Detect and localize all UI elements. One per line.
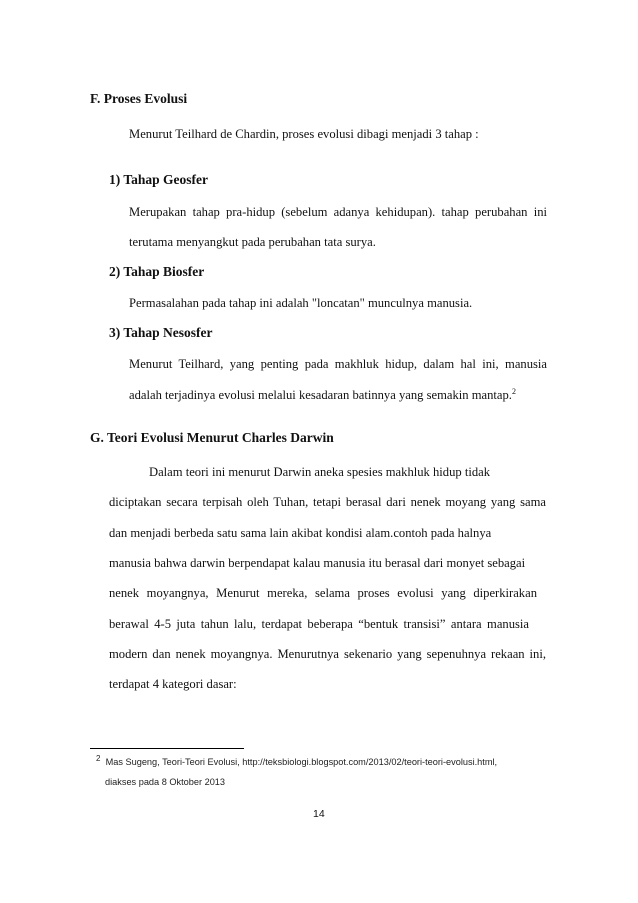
darwin-line-5: nenek moyangnya, Menurut mereka, selama proses evolusi yang diperkirakan [109, 586, 537, 600]
intro-text: Menurut Teilhard de Chardin, proses evolusi dibagi menjadi 3 tahap : [129, 127, 479, 141]
heading-proses-evolusi: F. Proses Evolusi [90, 91, 188, 106]
darwin-line-7: modern dan nenek moyangnya. Menurutnya sekenario yang sepenuhnya rekaan ini, [109, 647, 546, 661]
page-number: 14 [313, 808, 325, 820]
darwin-line-3: dan menjadi berbeda satu sama lain akibat kondisi alam.contoh pada halnya [109, 526, 492, 540]
footnote-line-1: $^2$ Mas Sugeng, Teori-Teori Evolusi, http://teksbiologi.blogspot.com/2013/02/teori-teori-evolusi.html, [96, 753, 498, 767]
stage-text-geosfer-line1: Merupakan tahap pra-hidup (sebelum adanya kehidupan). tahap perubahan ini [129, 205, 547, 219]
darwin-line-8: terdapat 4 kategori dasar: [109, 677, 237, 691]
darwin-line-2: diciptakan secara terpisah oleh Tuhan, tetapi berasal dari nenek moyang yang sama [109, 495, 546, 509]
stage-text-nesosfer-line1: Menurut Teilhard, yang penting pada makhluk hidup, dalam hal ini, manusia [129, 357, 547, 371]
footnote-ref: 2 [511, 386, 516, 396]
footnote-number: 2 [96, 753, 101, 763]
stage-title-biosfer: 2) Tahap Biosfer [109, 264, 205, 279]
footnote-separator [90, 748, 244, 749]
stage-text-nesosfer-line2: adalah terjadinya evolusi melalui kesadaran batinnya yang semakin mantap.$^2$ [129, 386, 516, 402]
darwin-line-6: berawal 4-5 juta tahun lalu, terdapat beberapa “bentuk transisi” antara manusia [109, 617, 529, 631]
stage-text-biosfer: Permasalahan pada tahap ini adalah "loncatan" munculnya manusia. [129, 296, 473, 310]
footnote-line-2: diakses pada 8 Oktober 2013 [105, 777, 226, 787]
heading-teori-darwin: G. Teori Evolusi Menurut Charles Darwin [90, 430, 334, 445]
stage-title-geosfer: 1) Tahap Geosfer [109, 172, 209, 187]
stage-title-nesosfer: 3) Tahap Nesosfer [109, 325, 213, 340]
stage-text-geosfer-line2: terutama menyangkut pada perubahan tata surya. [129, 235, 376, 249]
darwin-line-4: manusia bahwa darwin berpendapat kalau manusia itu berasal dari monyet sebagai [109, 556, 526, 570]
darwin-line-1: Dalam teori ini menurut Darwin aneka spesies makhluk hidup tidak [149, 465, 490, 479]
